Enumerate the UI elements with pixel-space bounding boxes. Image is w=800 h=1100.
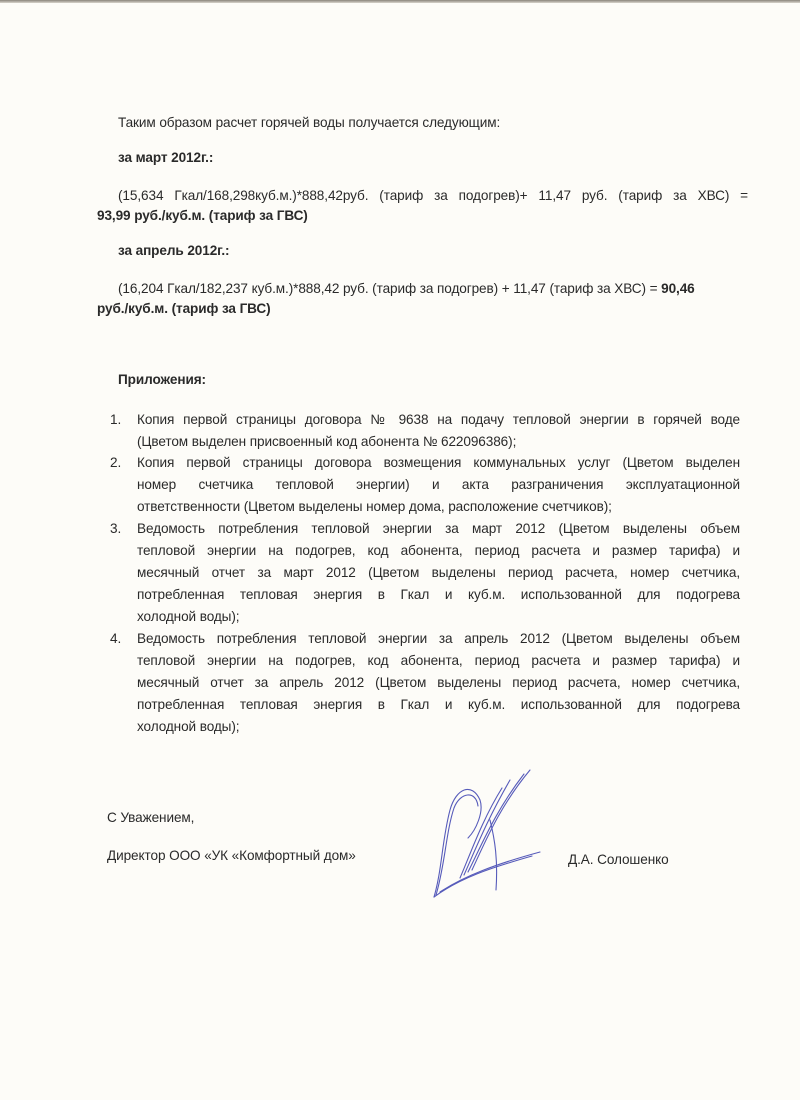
- intro-text: Таким образом расчет горячей воды получается следующим:: [118, 115, 501, 130]
- attachment-line: Копия первой страницы договора № 9638 на подачу тепловой энергии в горячей воде: [137, 412, 740, 427]
- march-heading: за март 2012г.:: [118, 150, 214, 165]
- attachment-line: холодной воды);: [137, 719, 240, 734]
- attachment-line: Ведомость потребления тепловой энергии за апрель 2012 (Цветом выделены объем: [137, 631, 740, 646]
- attachment-line: месячный отчет за апрель 2012 (Цветом выделены период расчета, номер счетчика,: [137, 675, 740, 690]
- attachment-line: тепловой энергии на подогрев, код абонента, период расчета и размер тарифа) и: [137, 653, 740, 668]
- attachment-line: холодной воды);: [137, 609, 240, 624]
- attachment-number: 3.: [110, 521, 122, 536]
- signature-icon: [420, 760, 560, 910]
- april-result-value: 90,46: [661, 281, 695, 296]
- attachment-line: Копия первой страницы договора возмещения коммунальных услуг (Цветом выделен: [137, 455, 740, 470]
- april-formula: [118, 279, 695, 299]
- attachment-line: Ведомость потребления тепловой энергии за март 2012 (Цветом выделены объем: [137, 521, 740, 536]
- attachments-heading: Приложения:: [118, 372, 206, 387]
- april-result-unit: руб./куб.м. (тариф за ГВС): [97, 301, 271, 316]
- attachment-line: месячный отчет за март 2012 (Цветом выделены период расчета, номер счетчика,: [137, 565, 740, 580]
- attachment-line: потребленная тепловая энергия в Гкал и куб.м. использованной для подогрева: [137, 587, 740, 602]
- march-result: 93,99 руб./куб.м. (тариф за ГВС): [97, 208, 308, 223]
- attachment-number: 2.: [110, 455, 122, 470]
- attachment-number: 1.: [110, 412, 122, 427]
- attachment-line: потребленная тепловая энергия в Гкал и куб.м. использованной для подогрева: [137, 697, 740, 712]
- attachment-line: ответственности (Цветом выделены номер дома, расположение счетчиков);: [137, 499, 612, 514]
- april-formula-text: (16,204 Гкал/182,237 куб.м.)*888,42 руб. (тариф за подогрев) + 11,47 (тариф за ХВС) =: [118, 281, 658, 296]
- closing-regards: С Уважением,: [107, 810, 195, 825]
- closing-name: Д.А. Солошенко: [568, 852, 669, 867]
- attachment-number: 4.: [110, 631, 122, 646]
- march-formula: (15,634 Гкал/168,298куб.м.)*888,42руб. (тариф за подогрев)+ 11,47 руб. (тариф за ХВС) =: [118, 188, 748, 203]
- april-heading: за апрель 2012г.:: [118, 243, 230, 258]
- attachment-line: тепловой энергии на подогрев, код абонента, период расчета и размер тарифа) и: [137, 543, 740, 558]
- attachment-line: (Цветом выделен присвоенный код абонента № 622096386);: [137, 434, 517, 449]
- attachment-line: номер счетчика тепловой энергии) и акта разграничения эксплуатационной: [137, 477, 740, 492]
- closing-position: Директор ООО «УК «Комфортный дом»: [107, 848, 356, 863]
